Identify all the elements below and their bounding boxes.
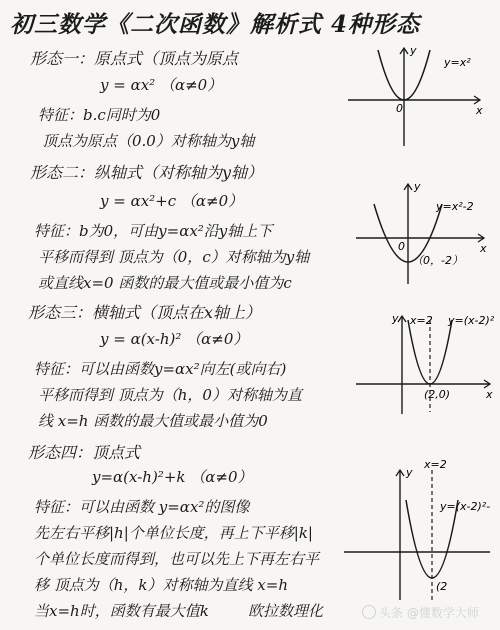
- form2-y-label: y: [414, 180, 421, 193]
- form4-feature-3: 个单位长度而得到，也可以先上下再左右平: [34, 550, 320, 568]
- form1-graph: [340, 42, 490, 152]
- form4-curve-label: y=(x-2)²-: [440, 500, 491, 513]
- form1-feature-1: 特征：b.c同时为0: [38, 106, 161, 124]
- form3-y-label: y: [392, 312, 399, 325]
- watermark-text: 头条 @懂数学大师: [379, 606, 479, 620]
- form1-origin-label: 0: [396, 102, 403, 115]
- form3-heading: 形态三：横轴式（顶点在x轴上）: [28, 303, 262, 322]
- form2-feature-3: 或直线x=0 函数的最大值或最小值为c: [38, 274, 292, 292]
- form2-vertex-label: （0，-2）: [412, 254, 463, 267]
- form1-formula: y = αx² （α≠0）: [100, 76, 223, 94]
- form4-heading: 形态四：顶点式: [28, 443, 141, 462]
- form2-feature-2: 平移而得到 顶点为（0，c）对称轴为y轴: [38, 248, 310, 266]
- form2-curve-label: y=x²-2: [436, 200, 474, 213]
- form4-y-label: y: [406, 466, 413, 479]
- watermark-icon: [362, 605, 376, 619]
- form2-heading: 形态二：纵轴式（对称轴为y轴）: [30, 163, 264, 182]
- form2-origin-label: 0: [398, 240, 405, 253]
- form4-vertex-label: (2: [436, 580, 448, 593]
- form3-axis-label: x=2: [410, 314, 433, 327]
- form3-feature-2: 平移而得到 顶点为（h，0）对称轴为直: [38, 386, 302, 404]
- form4-formula: y=α(x-h)²+k （α≠0）: [92, 468, 253, 486]
- form4-graph: [340, 460, 498, 602]
- form4-feature-1: 特征：可以由函数 y=αx²的图像: [34, 498, 250, 516]
- form2-formula: y = αx²+c （α≠0）: [100, 192, 244, 210]
- form1-x-label: x: [476, 104, 483, 117]
- form3-feature-3: 线 x=h 函数的最大值或最小值为0: [38, 412, 268, 430]
- watermark: [362, 604, 479, 621]
- signature: 欧拉数理化: [248, 602, 324, 620]
- form1-heading: 形态一：原点式（顶点为原点: [30, 49, 239, 68]
- page-title: 初三数学《二次函数》解析式 4种形态: [10, 11, 421, 38]
- form3-formula: y = α(x-h)² （α≠0）: [100, 330, 249, 348]
- form4-axis-label: x=2: [424, 460, 447, 471]
- form3-feature-1: 特征：可以由函数y=αx²向左(或向右): [34, 360, 287, 378]
- form1-feature-2: 顶点为原点（0.0）对称轴为y轴: [42, 132, 255, 150]
- form3-graph: [352, 306, 497, 418]
- form2-x-label: x: [480, 242, 487, 255]
- form2-feature-1: 特征：b为0，可由y=αx²沿y轴上下: [34, 222, 273, 240]
- form4-feature-4: 移 顶点为（h，k）对称轴为直线 x=h: [34, 576, 288, 594]
- form4-feature-5: 当x=h时，函数有最大值k: [34, 602, 209, 620]
- form2-graph: [352, 176, 497, 288]
- form3-vertex-label: (2,0): [424, 388, 451, 401]
- form1-curve-label: y=x²: [444, 56, 471, 69]
- form3-x-label: x: [486, 388, 493, 401]
- form4-feature-2: 先左右平移|h|个单位长度，再上下平移|k|: [34, 524, 313, 542]
- form3-curve-label: y=(x-2)²: [448, 314, 495, 327]
- form1-y-label: y: [410, 44, 417, 57]
